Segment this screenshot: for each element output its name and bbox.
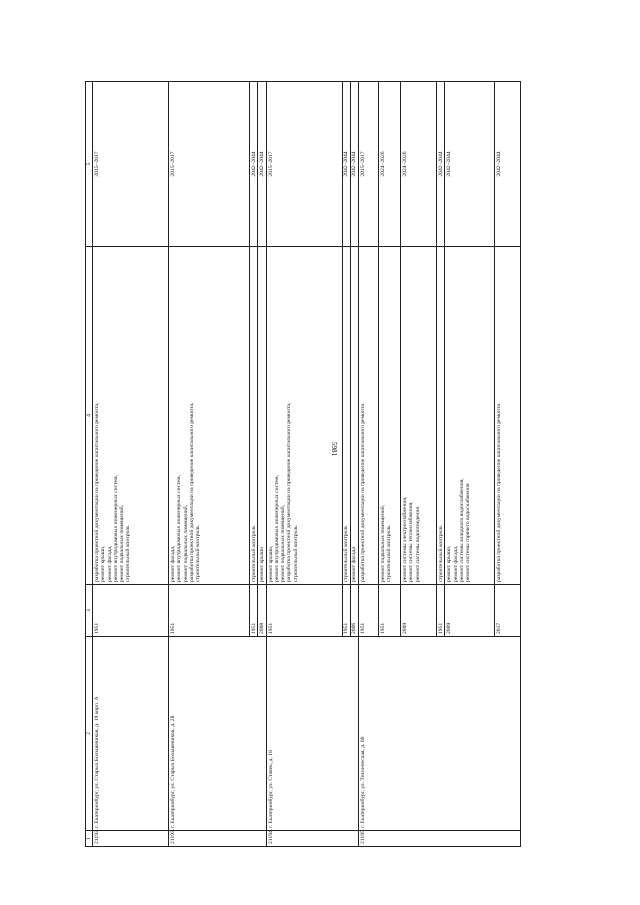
- record-works: [342, 247, 350, 585]
- work-item: строительный контроль: [125, 525, 132, 582]
- work-item: ремонт системы холодного водоснабжения,: [459, 478, 466, 582]
- work-item: ремонт крыши,: [267, 545, 274, 582]
- work-item: ремонт системы электроснабжения,: [402, 496, 409, 582]
- column-header: 4: [86, 247, 93, 585]
- work-item: ремонт внутридомовых инженерных систем,: [273, 475, 280, 582]
- column-header: 2: [86, 637, 93, 831]
- work-item: разработка проектной документации на проведение капитального ремонта: [360, 404, 367, 582]
- record-works: [266, 247, 342, 585]
- record-works: [445, 247, 495, 585]
- work-item: разработка проектной документации на проведение капитального ремонта,: [286, 402, 293, 582]
- table-header-row: [86, 82, 93, 847]
- work-item: разработка проектной документации на проведение капитального ремонта,: [188, 402, 195, 582]
- work-item: ремонт фасада,: [170, 545, 176, 582]
- record-year: 1951: [266, 585, 342, 637]
- work-item: ремонт подвальных помещений,: [119, 504, 126, 582]
- record-year: 1951: [169, 585, 250, 637]
- record-period: 2015–2017: [266, 82, 342, 247]
- record-period: 2042–2044: [445, 82, 495, 247]
- record-period: 2024–2026: [379, 82, 401, 247]
- record-year: 1951: [437, 585, 445, 637]
- work-item: строительный контроль: [292, 525, 299, 582]
- record-works: [401, 247, 437, 585]
- record-works: [437, 247, 445, 585]
- record-number: 21195.: [359, 831, 521, 847]
- record-year: 1951: [359, 585, 379, 637]
- record-period: 2042–2044: [350, 82, 358, 247]
- record-works: [350, 247, 358, 585]
- work-item: ремонт внутридомовых инженерных систем,: [112, 475, 119, 582]
- record-period: 2042–2044: [342, 82, 350, 247]
- table-row: [169, 82, 250, 847]
- table-row: [359, 82, 379, 847]
- record-works: [169, 247, 250, 585]
- work-item: ремонт фасада: [351, 547, 358, 582]
- record-period: 2024–2026: [401, 82, 437, 247]
- record-year: 1951: [379, 585, 401, 637]
- record-period: 2042–2044: [250, 82, 258, 247]
- record-address: г. Екатеринбург, ул. Старых Большевиков, д. 19 корп. А: [93, 637, 169, 831]
- record-works: [359, 247, 379, 585]
- record-year: 1951: [342, 585, 350, 637]
- record-works: [93, 247, 169, 585]
- capital-repair-table: [85, 81, 521, 847]
- work-item: строительный контроль: [195, 525, 202, 582]
- work-item: ремонт фасада,: [106, 545, 113, 582]
- record-number: 21192.: [93, 831, 169, 847]
- work-item: разработка проектной документации на проведение капитального ремонта: [496, 404, 503, 582]
- rotated-table-container: [85, 82, 555, 847]
- record-period: 2042–2044: [437, 82, 445, 247]
- record-period: 2015–2017: [93, 82, 169, 247]
- record-period: 2015–2017: [359, 82, 379, 247]
- column-header: 5: [86, 82, 93, 247]
- work-item: ремонт крыши,: [100, 545, 107, 582]
- table-row: [266, 82, 342, 847]
- record-period: 2042–2044: [258, 82, 266, 247]
- record-year: 2017: [495, 585, 521, 637]
- record-works: [250, 247, 258, 585]
- work-item: ремонт крыши: [258, 546, 265, 582]
- record-address: г. Екатеринбург, ул. Старых Большевиков, д. 28: [169, 637, 267, 831]
- work-item: ремонт крыши,: [446, 545, 453, 582]
- work-item: ремонт подвальных помещений,: [182, 504, 189, 582]
- record-address: г. Екатеринбург, ул. Стачек, д. 18: [266, 637, 359, 831]
- record-number: 21193.: [169, 831, 267, 847]
- column-header: 1: [86, 831, 93, 847]
- work-item: разработка проектной документации на проведение капитального ремонта,: [94, 402, 100, 582]
- record-address: г. Екатеринбург, ул. Техническая, д. 66: [359, 637, 521, 831]
- record-year: 2009: [401, 585, 437, 637]
- work-item: ремонт подвальных помещений,: [380, 504, 387, 582]
- work-item: строительный контроль: [437, 525, 444, 582]
- record-year: 2009: [445, 585, 495, 637]
- record-year: 2008: [258, 585, 266, 637]
- record-period: 2015–2017: [169, 82, 250, 247]
- record-works: [495, 247, 521, 585]
- table-row: [93, 82, 169, 847]
- page-number: 5981: [330, 442, 338, 456]
- record-works: [379, 247, 401, 585]
- work-item: ремонт подвальных помещений,: [280, 504, 287, 582]
- work-item: строительный контроль: [250, 525, 257, 582]
- work-item: ремонт системы водоотведения: [414, 507, 421, 582]
- column-header: 3: [86, 585, 93, 637]
- work-item: ремонт системы теплоснабжения,: [408, 501, 415, 582]
- record-number: 21194.: [266, 831, 359, 847]
- work-item: ремонт внутридомовых инженерных систем,: [176, 475, 183, 582]
- work-item: ремонт фасада,: [452, 545, 459, 582]
- record-period: 2042–2044: [495, 82, 521, 247]
- record-year: 2006: [350, 585, 358, 637]
- record-year: 1951: [93, 585, 169, 637]
- record-year: 1951: [250, 585, 258, 637]
- record-works: [258, 247, 266, 585]
- work-item: строительный контроль: [386, 525, 393, 582]
- work-item: строительный контроль: [343, 525, 350, 582]
- work-item: ремонт системы горячего водоснабжения: [465, 483, 472, 582]
